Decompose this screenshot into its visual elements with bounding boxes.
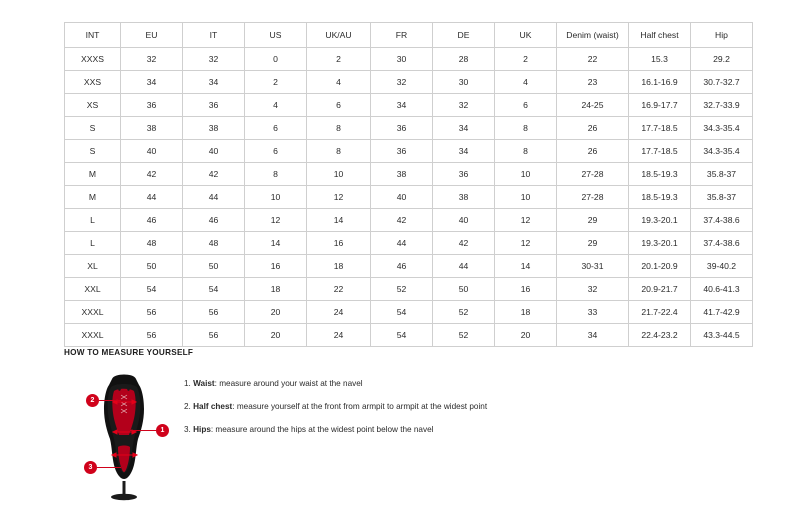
cell: 42: [433, 232, 495, 255]
cell: 22.4-23.2: [629, 324, 691, 347]
table-row: [65, 209, 753, 232]
table-row: [65, 48, 753, 71]
cell: XXXL: [65, 324, 121, 347]
cell: 16: [495, 278, 557, 301]
cell: 32: [557, 278, 629, 301]
cell: 16.9-17.7: [629, 94, 691, 117]
cell: 54: [183, 278, 245, 301]
cell: 18: [245, 278, 307, 301]
table-header-row: [65, 23, 753, 48]
cell: 42: [121, 163, 183, 186]
cell: 34: [557, 324, 629, 347]
cell: 20: [245, 301, 307, 324]
column-header-half-chest: Half chest: [629, 23, 691, 48]
cell: 36: [121, 94, 183, 117]
cell: 48: [183, 232, 245, 255]
cell: 0: [245, 48, 307, 71]
table-row: [65, 71, 753, 94]
cell: 40: [121, 140, 183, 163]
mannequin-figure: [64, 367, 184, 502]
cell: 54: [371, 301, 433, 324]
cell: 52: [371, 278, 433, 301]
cell: 52: [433, 301, 495, 324]
column-header-fr: FR: [371, 23, 433, 48]
cell: 34: [371, 94, 433, 117]
badge-half-chest: 2: [86, 394, 99, 407]
cell: 14: [307, 209, 371, 232]
table-row: [65, 163, 753, 186]
step-number: 3.: [184, 424, 191, 434]
table-row: [65, 301, 753, 324]
cell: 52: [433, 324, 495, 347]
cell: 56: [121, 324, 183, 347]
cell: 48: [121, 232, 183, 255]
cell: 39-40.2: [691, 255, 753, 278]
cell: 44: [121, 186, 183, 209]
cell: 44: [433, 255, 495, 278]
cell: 32: [433, 94, 495, 117]
cell: 32: [371, 71, 433, 94]
column-header-denim-waist: Denim (waist): [557, 23, 629, 48]
cell: 36: [183, 94, 245, 117]
cell: 8: [307, 140, 371, 163]
cell: XL: [65, 255, 121, 278]
cell: 18: [307, 255, 371, 278]
cell: 32: [183, 48, 245, 71]
cell: 17.7-18.5: [629, 140, 691, 163]
cell: 36: [371, 117, 433, 140]
cell: 30.7-32.7: [691, 71, 753, 94]
step-term: Half chest: [193, 401, 233, 411]
cell: 37.4-38.6: [691, 232, 753, 255]
cell: 27-28: [557, 186, 629, 209]
step-number: 2.: [184, 401, 191, 411]
cell: 20: [245, 324, 307, 347]
cell: 38: [183, 117, 245, 140]
cell: L: [65, 232, 121, 255]
cell: 6: [495, 94, 557, 117]
cell: 20.9-21.7: [629, 278, 691, 301]
cell: 50: [183, 255, 245, 278]
cell: 29.2: [691, 48, 753, 71]
cell: 20.1-20.9: [629, 255, 691, 278]
badge-waist: 1: [156, 424, 169, 437]
column-header-it: IT: [183, 23, 245, 48]
cell: 10: [495, 163, 557, 186]
step-text: : measure yourself at the front from armpit to armpit at the widest point: [232, 401, 488, 411]
cell: 16: [307, 232, 371, 255]
badge-hips: 3: [84, 461, 97, 474]
cell: 21.7-22.4: [629, 301, 691, 324]
cell: M: [65, 186, 121, 209]
cell: 30: [371, 48, 433, 71]
cell: 29: [557, 209, 629, 232]
cell: 34: [183, 71, 245, 94]
cell: 20: [495, 324, 557, 347]
column-header-uk: UK: [495, 23, 557, 48]
cell: 24: [307, 301, 371, 324]
cell: 42: [371, 209, 433, 232]
cell: 46: [183, 209, 245, 232]
cell: 15.3: [629, 48, 691, 71]
cell: 14: [495, 255, 557, 278]
cell: 38: [433, 186, 495, 209]
cell: 16: [245, 255, 307, 278]
cell: 40.6-41.3: [691, 278, 753, 301]
measure-steps: [184, 367, 734, 448]
table-row: [65, 94, 753, 117]
cell: 6: [307, 94, 371, 117]
measure-step-half-chest: [184, 402, 734, 412]
cell: 8: [307, 117, 371, 140]
cell: 44: [183, 186, 245, 209]
cell: 10: [495, 186, 557, 209]
cell: 26: [557, 117, 629, 140]
cell: 38: [371, 163, 433, 186]
leader-line-3: [97, 467, 121, 468]
column-header-uk-au: UK/AU: [307, 23, 371, 48]
cell: XXXL: [65, 301, 121, 324]
cell: 19.3-20.1: [629, 232, 691, 255]
cell: 14: [245, 232, 307, 255]
cell: 4: [495, 71, 557, 94]
size-table-container: [64, 22, 740, 347]
cell: 34.3-35.4: [691, 117, 753, 140]
cell: 35.8-37: [691, 163, 753, 186]
cell: 35.8-37: [691, 186, 753, 209]
table-row: [65, 232, 753, 255]
cell: 4: [307, 71, 371, 94]
cell: 12: [495, 209, 557, 232]
cell: 46: [121, 209, 183, 232]
cell: 6: [245, 117, 307, 140]
cell: 22: [557, 48, 629, 71]
cell: 34: [433, 117, 495, 140]
measure-step-hips: [184, 425, 734, 435]
cell: 50: [121, 255, 183, 278]
cell: 22: [307, 278, 371, 301]
step-number: 1.: [184, 379, 191, 388]
cell: 44: [371, 232, 433, 255]
step-term: Hips: [193, 424, 211, 434]
cell: 18: [495, 301, 557, 324]
cell: 38: [121, 117, 183, 140]
cell: L: [65, 209, 121, 232]
cell: 8: [245, 163, 307, 186]
table-row: [65, 117, 753, 140]
table-header: [65, 23, 753, 48]
cell: 2: [495, 48, 557, 71]
table-row: [65, 186, 753, 209]
cell: S: [65, 140, 121, 163]
cell: 56: [121, 301, 183, 324]
column-header-int: INT: [65, 23, 121, 48]
step-text: : measure around your waist at the navel: [214, 379, 363, 388]
column-header-eu: EU: [121, 23, 183, 48]
measure-step-waist: [184, 379, 734, 389]
cell: 10: [245, 186, 307, 209]
cell: 29: [557, 232, 629, 255]
cell: 24: [307, 324, 371, 347]
cell: 2: [245, 71, 307, 94]
step-term: Waist: [193, 379, 215, 388]
cell: 27-28: [557, 163, 629, 186]
how-to-measure-section: [64, 348, 734, 502]
cell: 40: [433, 209, 495, 232]
cell: 40: [183, 140, 245, 163]
cell: XS: [65, 94, 121, 117]
how-to-measure-title: HOW TO MEASURE YOURSELF: [64, 348, 194, 357]
cell: 36: [371, 140, 433, 163]
mannequin-illustration: [92, 369, 156, 501]
cell: 19.3-20.1: [629, 209, 691, 232]
table-body: [65, 48, 753, 347]
cell: 34: [121, 71, 183, 94]
cell: XXL: [65, 278, 121, 301]
cell: 12: [245, 209, 307, 232]
cell: 34: [433, 140, 495, 163]
cell: 4: [245, 94, 307, 117]
cell: 26: [557, 140, 629, 163]
cell: 17.7-18.5: [629, 117, 691, 140]
table-row: [65, 140, 753, 163]
cell: 30-31: [557, 255, 629, 278]
cell: 56: [183, 324, 245, 347]
table-row: [65, 278, 753, 301]
cell: 6: [245, 140, 307, 163]
cell: 42: [183, 163, 245, 186]
column-header-us: US: [245, 23, 307, 48]
cell: 18.5-19.3: [629, 186, 691, 209]
cell: 2: [307, 48, 371, 71]
cell: 10: [307, 163, 371, 186]
cell: 36: [433, 163, 495, 186]
cell: 54: [121, 278, 183, 301]
cell: 24-25: [557, 94, 629, 117]
cell: 32.7-33.9: [691, 94, 753, 117]
column-header-hip: Hip: [691, 23, 753, 48]
step-text: : measure around the hips at the widest point below the navel: [210, 424, 434, 434]
cell: 41.7-42.9: [691, 301, 753, 324]
table-row: [65, 255, 753, 278]
size-chart-table: [64, 22, 753, 347]
cell: 18.5-19.3: [629, 163, 691, 186]
cell: 12: [307, 186, 371, 209]
cell: XXXS: [65, 48, 121, 71]
cell: 23: [557, 71, 629, 94]
cell: 28: [433, 48, 495, 71]
how-to-measure-body: [64, 367, 734, 502]
cell: 54: [371, 324, 433, 347]
cell: 46: [371, 255, 433, 278]
cell: 43.3-44.5: [691, 324, 753, 347]
cell: 16.1-16.9: [629, 71, 691, 94]
cell: M: [65, 163, 121, 186]
table-row: [65, 324, 753, 347]
leader-line-2: [99, 400, 121, 401]
cell: 33: [557, 301, 629, 324]
cell: 8: [495, 140, 557, 163]
cell: XXS: [65, 71, 121, 94]
cell: 50: [433, 278, 495, 301]
leader-line-1: [130, 430, 156, 431]
cell: 12: [495, 232, 557, 255]
cell: 30: [433, 71, 495, 94]
column-header-de: DE: [433, 23, 495, 48]
cell: S: [65, 117, 121, 140]
cell: 34.3-35.4: [691, 140, 753, 163]
cell: 56: [183, 301, 245, 324]
cell: 37.4-38.6: [691, 209, 753, 232]
cell: 32: [121, 48, 183, 71]
cell: 40: [371, 186, 433, 209]
cell: 8: [495, 117, 557, 140]
